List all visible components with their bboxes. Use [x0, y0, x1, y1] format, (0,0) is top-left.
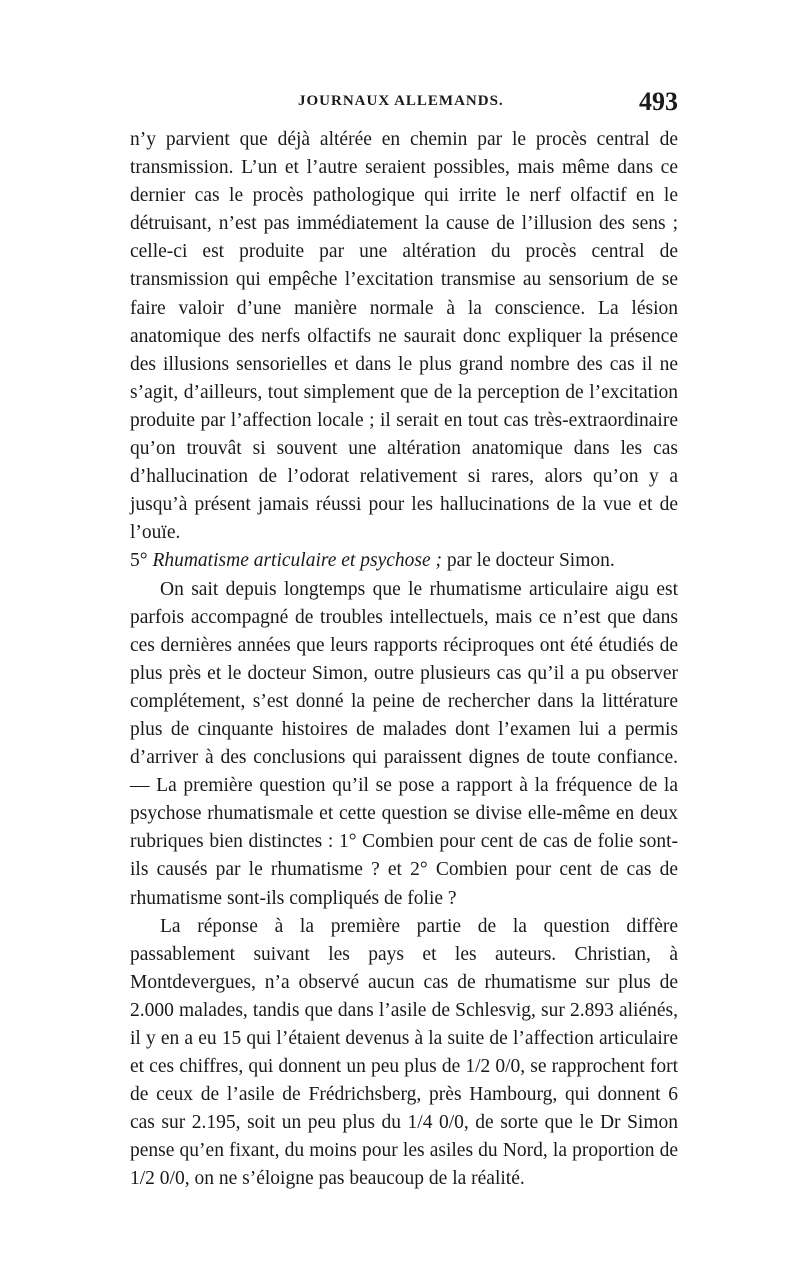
- page-header: [130, 87, 678, 123]
- section-heading: [130, 547, 678, 575]
- running-title: JOURNAUX ALLEMANDS.: [298, 93, 504, 109]
- paragraph: On sait depuis longtemps que le rhumatisme articulaire aigu est parfois accompagné de troubles intellectuels, mais ce n’est que dans ces dernières années que leurs rapports réciproques ont été étudiés de plus près et le docteur Simon, outre plusieurs cas qu’il a pu observer complétement, s’est donné la peine de rechercher dans la littérature plus de cinquante histoires de malades dont l’examen lui a permis d’arriver à des conclusions qui paraissent dignes de toute confiance. — La première question qu’il se pose a rapport à la fréquence de la psychose rhumatismale et cette question se divise elle-même en deux rubriques bien distinctes : 1° Combien pour cent de cas de folie sont-ils causés par le rhumatisme ? et 2° Combien pour cent de cas de rhumatisme sont-ils compliqués de folie ?: [130, 578, 678, 909]
- section-number: 5°: [130, 550, 148, 572]
- section-author: par le docteur Simon.: [446, 550, 615, 572]
- section-title: Rhumatisme articulaire et psychose ;: [152, 550, 442, 572]
- page-number: 493: [639, 87, 678, 116]
- body-text: [130, 126, 678, 1194]
- paragraph: n’y parvient que déjà altérée en chemin par le procès central de transmission. L’un et l’autre seraient possibles, mais même dans ce dernier cas le procès pathologique qui irrite le nerf olfactif en le détruisant, n’est pas immédiatement la cause de l’illusion des sens ; celle-ci est produite par une altération du procès central de transmission qui empêche l’excitation transmise au sensorium de se faire valoir d’une manière normale à la conscience. La lésion anatomique des nerfs olfactifs ne saurait donc expliquer la présence des illusions sensorielles et dans le plus grand nombre des cas il ne s’agit, d’ailleurs, tout simplement que de la perception de l’excitation produite par l’affection locale ; il serait en tout cas très-extraordinaire qu’on trouvât si souvent une altération anatomique dans les cas d’hallucination de l’odorat relativement si rares, alors qu’on y a jusqu’à présent jamais réussi pour les hallucinations de la vue et de l’ouïe.: [130, 129, 678, 544]
- paragraph: La réponse à la première partie de la question diffère passablement suivant les pays et les auteurs. Christian, à Montdevergues, n’a observé aucun cas de rhumatisme sur plus de 2.000 malades, tandis que dans l’asile de Schlesvig, sur 2.893 aliénés, il y en a eu 15 qui l’étaient devenus à la suite de l’affection articulaire et ces chiffres, qui donnent un peu plus de 1/2 0/0, se rapprochent fort de ceux de l’asile de Frédrichsberg, près Hambourg, qui donnent 6 cas sur 2.195, soit un peu plus du 1/4 0/0, de sorte que le Dr Simon pense qu’en fixant, du moins pour les asiles du Nord, la proportion de 1/2 0/0, on ne s’éloigne pas beaucoup de la réalité.: [130, 915, 678, 1190]
